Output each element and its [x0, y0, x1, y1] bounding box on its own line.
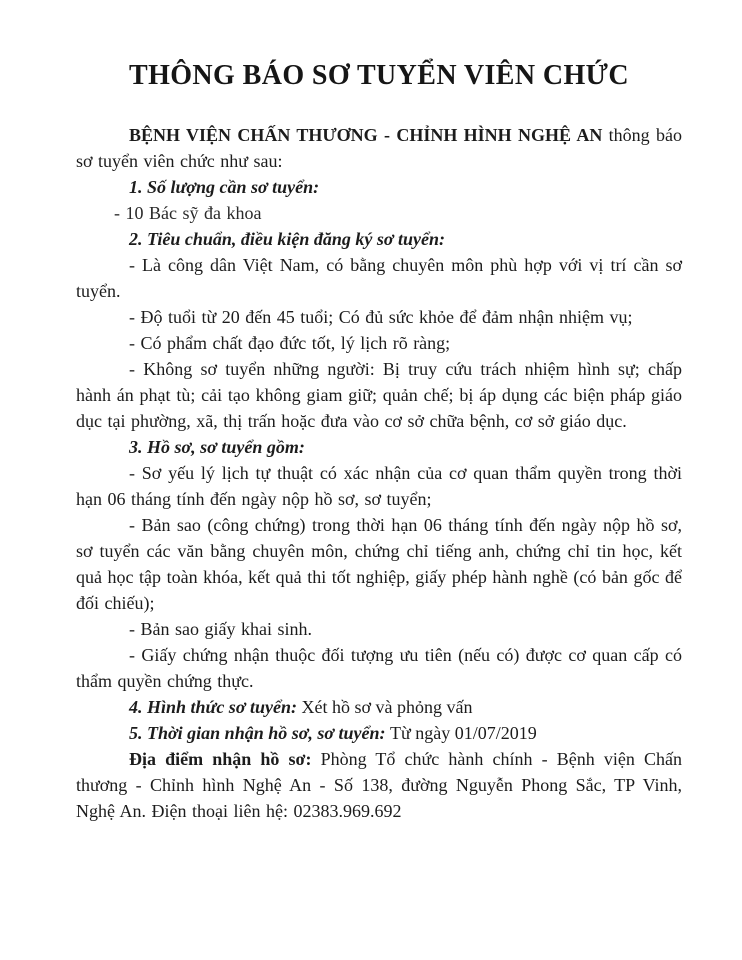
- hospital-name: BỆNH VIỆN CHẤN THƯƠNG - CHỈNH HÌNH NGHỆ AN: [129, 125, 603, 145]
- section-2-item-exclusions: - Không sơ tuyển những người: Bị truy cứu trách nhiệm hình sự; chấp hành án phạt tù; cải tạo không giam giữ; quản chế; bị áp dụng các biện pháp giáo dục tại phường, xã, thị trấn hoặc đưa vào cơ sở chữa bệnh, cơ sở giáo dục.: [76, 359, 682, 431]
- section-4-label: 4. Hình thức sơ tuyển:: [129, 697, 297, 717]
- section-3-item-birth-certificate: - Bản sao giấy khai sinh.: [129, 619, 312, 639]
- page-title: THÔNG BÁO SƠ TUYỂN VIÊN CHỨC: [129, 60, 629, 91]
- section-1-heading: 1. Số lượng cần sơ tuyển:: [129, 177, 320, 197]
- section-5-value: Từ ngày 01/07/2019: [390, 723, 537, 743]
- section-2-item-citizenship: - Là công dân Việt Nam, có bằng chuyên môn phù hợp với vị trí cần sơ tuyển.: [76, 255, 682, 301]
- contact-text: Phòng Tổ chức hành chính - Bệnh viện Chấn thương - Chỉnh hình Nghệ An - Số 138, đường Nguyễn Phong Sắc, TP Vinh, Nghệ An. Điện thoại liên hệ: 02383.969.692: [76, 749, 682, 821]
- section-3-heading: 3. Hồ sơ, sơ tuyển gồm:: [129, 437, 305, 457]
- section-5-label: 5. Thời gian nhận hồ sơ, sơ tuyển:: [129, 723, 386, 743]
- section-1-item-quantity: - 10 Bác sỹ đa khoa: [114, 203, 262, 223]
- section-3-item-copies: - Bản sao (công chứng) trong thời hạn 06 tháng tính đến ngày nộp hồ sơ, sơ tuyển các văn bằng chuyên môn, chứng chỉ tiếng anh, chứng chỉ tin học, kết quả học tập toàn khóa, kết quả thi tốt nghiệp, giấy phép hành nghề (có bản gốc để đối chiếu);: [76, 515, 682, 613]
- section-3-item-priority: - Giấy chứng nhận thuộc đối tượng ưu tiên (nếu có) được cơ quan cấp có thẩm quyền chứng thực.: [76, 645, 682, 691]
- section-3-item-cv: - Sơ yếu lý lịch tự thuật có xác nhận của cơ quan thẩm quyền trong thời hạn 06 tháng tính đến ngày nộp hồ sơ, sơ tuyển;: [76, 463, 682, 509]
- section-5-heading: [76, 720, 682, 746]
- contact-paragraph: [76, 746, 682, 824]
- contact-label: Địa điểm nhận hồ sơ:: [129, 749, 312, 769]
- section-2-item-character: - Có phẩm chất đạo đức tốt, lý lịch rõ ràng;: [129, 333, 451, 353]
- section-4-value: Xét hồ sơ và phỏng vấn: [301, 697, 473, 717]
- section-2-item-age: - Độ tuổi từ 20 đến 45 tuổi; Có đủ sức khỏe để đảm nhận nhiệm vụ;: [129, 307, 633, 327]
- intro-paragraph: [76, 122, 682, 174]
- intro-text: thông báo sơ tuyển viên chức như sau:: [76, 125, 682, 171]
- section-4-heading: [76, 694, 682, 720]
- section-2-heading: 2. Tiêu chuẩn, điều kiện đăng ký sơ tuyển:: [129, 229, 446, 249]
